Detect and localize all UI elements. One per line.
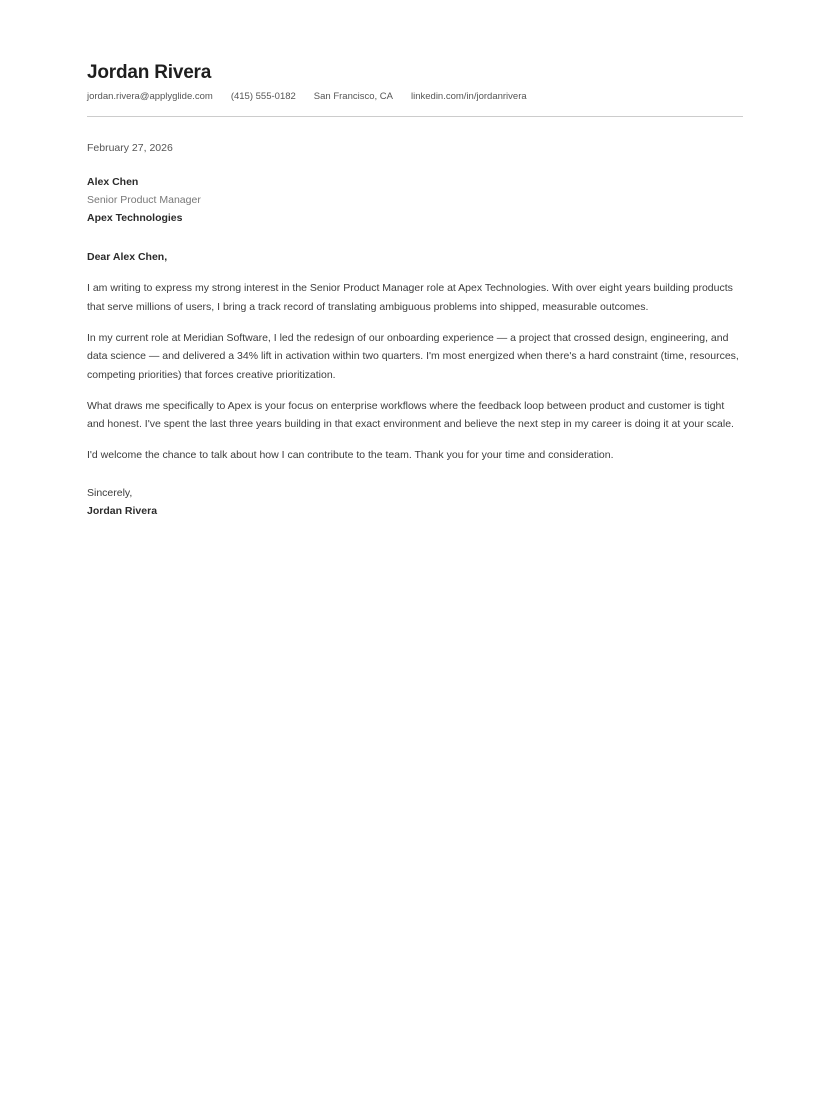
body-paragraph: What draws me specifically to Apex is your focus on enterprise workflows where the feedback loop between product and customer is tight and honest. I've spent the last three years building in that exact environment and believe the next step in my career is doing it at your scale.: [87, 399, 734, 430]
contact-email: jordan.rivera@applyglide.com: [87, 91, 213, 102]
signature: Jordan Rivera: [87, 505, 158, 517]
letter-date: February 27, 2026: [87, 142, 173, 154]
salutation: Dear Alex Chen,: [87, 251, 168, 263]
body-paragraph: I am writing to express my strong interest in the Senior Product Manager role at Apex Technologies. With over eight years building products that serve millions of users, I bring a track record of translating ambiguous problems into shipped, measurable outcomes.: [87, 282, 733, 313]
closing: Sincerely,: [87, 486, 133, 499]
recipient-block: [87, 173, 743, 227]
contact-linkedin: linkedin.com/in/jordanrivera: [411, 91, 527, 102]
cover-letter: [87, 62, 743, 521]
body-paragraph: I'd welcome the chance to talk about how I can contribute to the team. Thank you for your time and consideration.: [87, 449, 614, 461]
letter-body: [87, 279, 743, 465]
letter-header: [87, 62, 743, 117]
header-divider: [87, 116, 743, 117]
applicant-name: Jordan Rivera: [87, 62, 212, 83]
recipient-name: Alex Chen: [87, 176, 139, 188]
body-paragraph: In my current role at Meridian Software, I led the redesign of our onboarding experience — a project that crossed design, engineering, and data science — and delivered a 34% lift in activation within two quarters. I'm most energized when there's a hard constraint (time, resources, competing priorities) that forces creative prioritization.: [87, 331, 739, 381]
recipient-company: Apex Technologies: [87, 212, 183, 224]
contact-phone: (415) 555-0182: [230, 91, 296, 102]
contact-row: [87, 91, 743, 103]
letter-content: [87, 139, 743, 521]
recipient-title: Senior Product Manager: [87, 194, 201, 206]
contact-location: San Francisco, CA: [313, 91, 393, 102]
